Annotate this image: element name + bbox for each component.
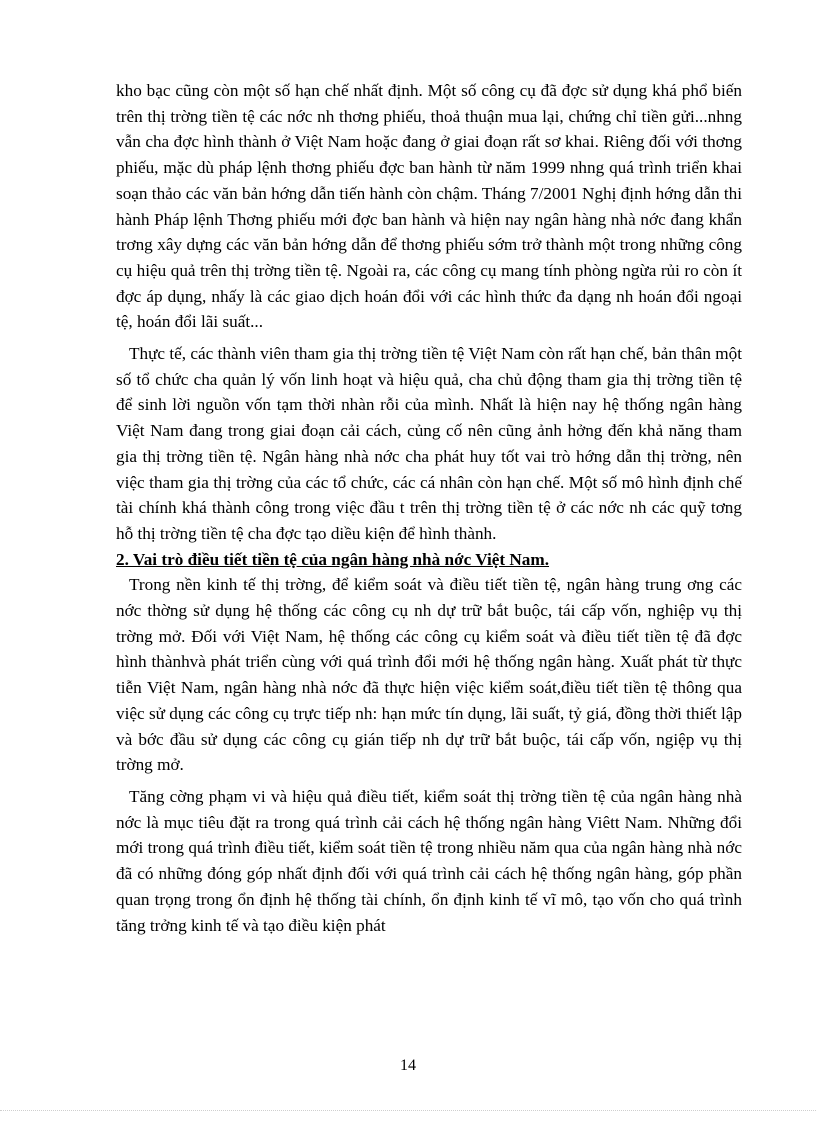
paragraph-2: Thực tế, các thành viên tham gia thị trờng tiền tệ Việt Nam còn rất hạn chế, bản thân một số tổ chức cha quản lý vốn linh hoạt và hiệu quả, cha chủ động tham gia thị trờng tiền tệ để sinh lời nguồn vốn tạm thời nhàn rỗi của mình. Nhất là hiện nay hệ thống ngân hàng Việt Nam đang trong giai đoạn cải cách, củng cố nên cũng ảnh hởng đến khả năng tham gia thị trờng tiền tệ. Ngân hàng nhà nớc cha phát huy tốt vai trò hớng dẫn thị trờng, nên việc tham gia thị trờng của các tổ chức, các cá nhân còn hạn chế. Một số mô hình định chế tài chính khá thành công trong việc đầu t trên thị trờng tiền tệ ở các nớc nh các quỹ tơng hỗ thị trờng tiền tệ cha đợc tạo diều kiện để hình thành. xyxy=(116,344,742,543)
page-number: 14 xyxy=(400,1057,416,1074)
paragraph-1: kho bạc cũng còn một số hạn chế nhất định. Một số công cụ đã đợc sử dụng khá phổ biến trên thị trờng tiền tệ các nớc nh thơng phiếu, thoả thuận mua lại, chứng chỉ tiền gửi...nhng vẫn cha đợc hình thành ở Việt Nam hoặc đang ở giai đoạn rất sơ khai. Riêng đối với thơng phiếu, mặc dù pháp lệnh thơng phiếu đợc ban hành từ năm 1999 nhng quá trình triển khai soạn thảo các văn bản hớng dẫn tiến hành còn chậm. Tháng 7/2001 Nghị định hớng dẫn thi hành Pháp lệnh Thơng phiếu mới đợc ban hành và hiện nay ngân hàng nhà nớc đang khẩn trơng xây dựng các văn bản hớng dẫn để thơng phiếu sớm trở thành một trong những công cụ hiệu quả trên thị trờng tiền tệ. Ngoài ra, các công cụ mang tính phòng ngừa rủi ro còn ít đợc áp dụng, nhấy là các giao dịch hoán đổi với các hình thức đa dạng nh hoán đổi ngoại tệ, hoán đổi lãi suất... xyxy=(116,81,742,332)
paragraph-4: Tăng cờng phạm vi và hiệu quả điều tiết, kiểm soát thị trờng tiền tệ của ngân hàng nhà nớc là mục tiêu đặt ra trong quá trình cải cách hệ thống ngân hàng Viêtt Nam. Những đổi mới trong quá trình điều tiết, kiểm soát tiền tệ trong nhiều năm qua của ngân hàng nhà nớc đã có những đóng góp nhất định đối với quá trình cải cách hệ thống ngân hàng, góp phần quan trọng trong ổn định hệ thống tài chính, ổn định kinh tế vĩ mô, tạo vốn cho quá trình tăng trởng kinh tế và tạo điều kiện phát xyxy=(116,786,742,935)
section-heading: 2. Vai trò điều tiết tiền tệ của ngân hàng nhà nớc Việt Nam. xyxy=(116,549,550,569)
paragraph-3: Trong nền kinh tế thị trờng, để kiểm soát và điều tiết tiền tệ, ngân hàng trung ơng các nớc thờng sử dụng hệ thống các công cụ nh dự trữ bắt buộc, tái cấp vốn, nghiệp vụ thị trờng mở. Đối với Việt Nam, hệ thống các công cụ kiểm soát và điều tiết tiền tệ đã đợc hình thànhvà phát triển cùng với quá trình đổi mới hệ thống ngân hàng. Xuất phát từ thực tiễn Việt Nam, ngân hàng nhà nớc đã thực hiện việc kiểm soát,điều tiết tiền tệ thông qua việc sử dụng các công cụ trực tiếp nh: hạn mức tín dụng, lãi suất, tỷ giá, đồng thời thiết lập và bớc đầu sử dụng các công cụ gián tiếp nh dự trữ bắt buộc, tái cấp vốn, ngiệp vụ thị trờng mở. xyxy=(116,575,742,775)
document-body xyxy=(116,78,742,938)
page-bottom-divider xyxy=(0,1110,816,1112)
